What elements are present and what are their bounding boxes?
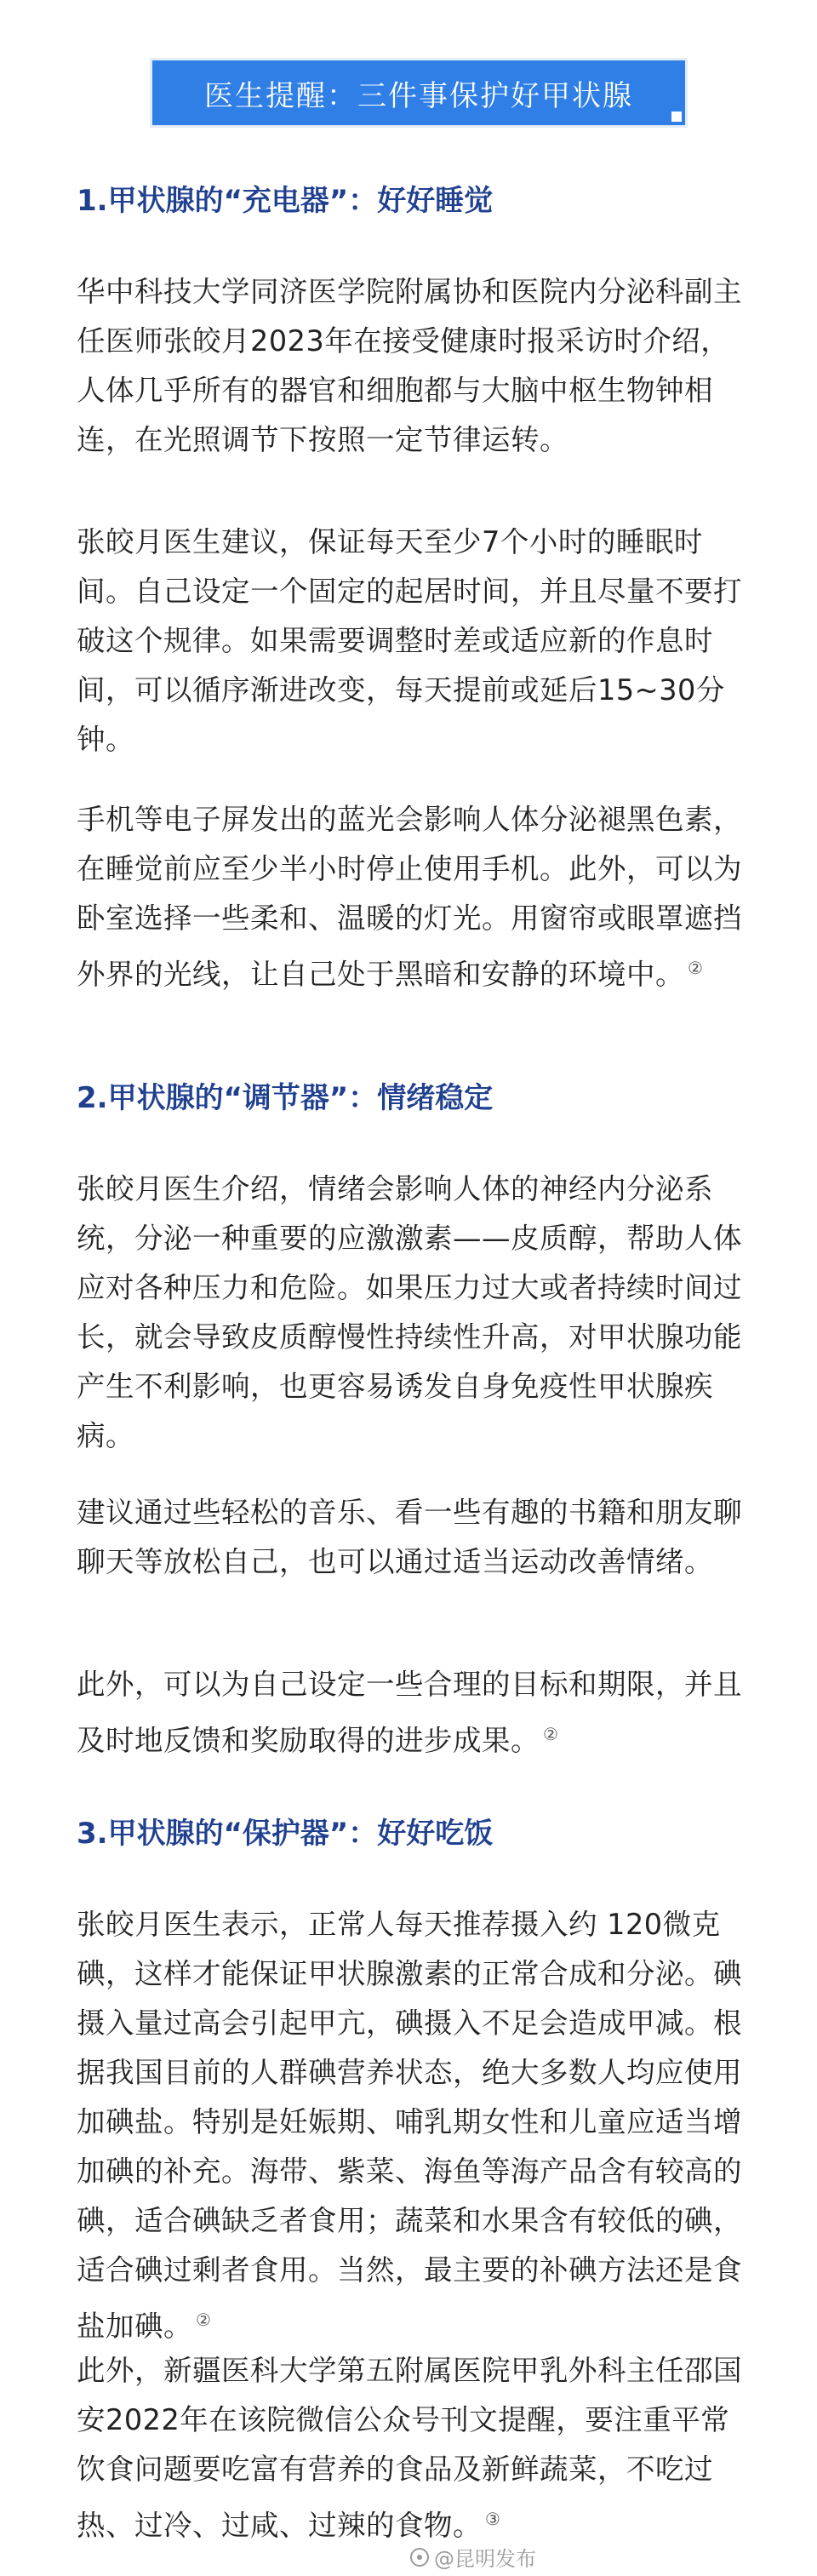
citation-mark: ② [688,958,704,978]
watermark [410,2542,536,2572]
section-1-paragraph-3: 手机等电子屏发出的蓝光会影响人体分泌褪黑色素，在睡觉前应至少半小时停止使用手机。此外，可以为卧室选择一些柔和、温暖的灯光。用窗帘或眼罩遮挡外界的光线，让自己处于黑暗和安静的环境中。 ② [77,803,742,992]
section-2-paragraph-2: 建议通过些轻松的音乐、看一些有趣的书籍和朋友聊聊天等放松自己，也可以通过适当运动改善情绪。 [77,1496,742,1578]
weibo-icon [410,2548,429,2567]
title-banner [150,58,688,128]
section-3-heading: 3.甲状腺的“保护器”：好好吃饭 [77,1817,494,1851]
section-1-paragraph-2: 张皎月医生建议，保证每天至少7个小时的睡眠时间。自己设定一个固定的起居时间，并且尽量不要打破这个规律。如果需要调整时差或适应新的作息时间，可以循序渐进改变，每天提前或延后15~30分钟。 [77,525,742,756]
section-3-paragraph-1: 张皎月医生表示，正常人每天推荐摄入约 120微克碘，这样才能保证甲状腺激素的正常合成和分泌。碘摄入量过高会引起甲亢，碘摄入不足会造成甲减。根据我国目前的人群碘营养状态，绝大多数人均应使用加碘盐。特别是妊娠期、哺乳期女性和儿童应适当增加碘的补充。海带、紫菜、海鱼等海产品含有较高的碘，适合碘缺乏者食用；蔬菜和水果含有较低的碘，适合碘过剩者食用。当然，最主要的补碘方法还是食盐加碘。 ② [77,1908,742,2344]
citation-mark: ② [196,2310,212,2330]
banner-title: 医生提醒：三件事保护好甲状腺 [204,78,633,113]
section-2-paragraph-1: 张皎月医生介绍，情绪会影响人体的神经内分泌系统，分泌一种重要的应激激素——皮质醇，帮助人体应对各种压力和危险。如果压力过大或者持续时间过长，就会导致皮质醇慢性持续性升高，对甲状腺功能产生不利影响，也更容易诱发自身免疫性甲状腺疾病。 [77,1172,742,1452]
citation-mark: ③ [485,2509,501,2529]
watermark-text: @昆明发布 [434,2547,536,2571]
section-2-heading: 2.甲状腺的“调节器”：情绪稳定 [77,1081,494,1115]
section-2-paragraph-3: 此外，可以为自己设定一些合理的目标和期限，并且及时地反馈和奖励取得的进步成果。 ② [77,1668,742,1758]
section-1-heading: 1.甲状腺的“充电器”：好好睡觉 [77,184,494,218]
citation-mark: ② [543,1724,559,1744]
section-1-paragraph-1: 华中科技大学同济医学院附属协和医院内分泌科副主任医师张皎月2023年在接受健康时报采访时介绍，人体几乎所有的器官和细胞都与大脑中枢生物钟相连，在光照调节下按照一定节律运转。 [77,275,742,456]
section-3-paragraph-2: 此外，新疆医科大学第五附属医院甲乳外科主任邵国安2022年在该院微信公众号刊文提醒，要注重平常饮食问题要吃富有营养的食品及新鲜蔬菜，不吃过热、过冷、过咸、过辣的食物。 ③ [77,2354,742,2543]
banner-corner-mark [671,112,682,122]
